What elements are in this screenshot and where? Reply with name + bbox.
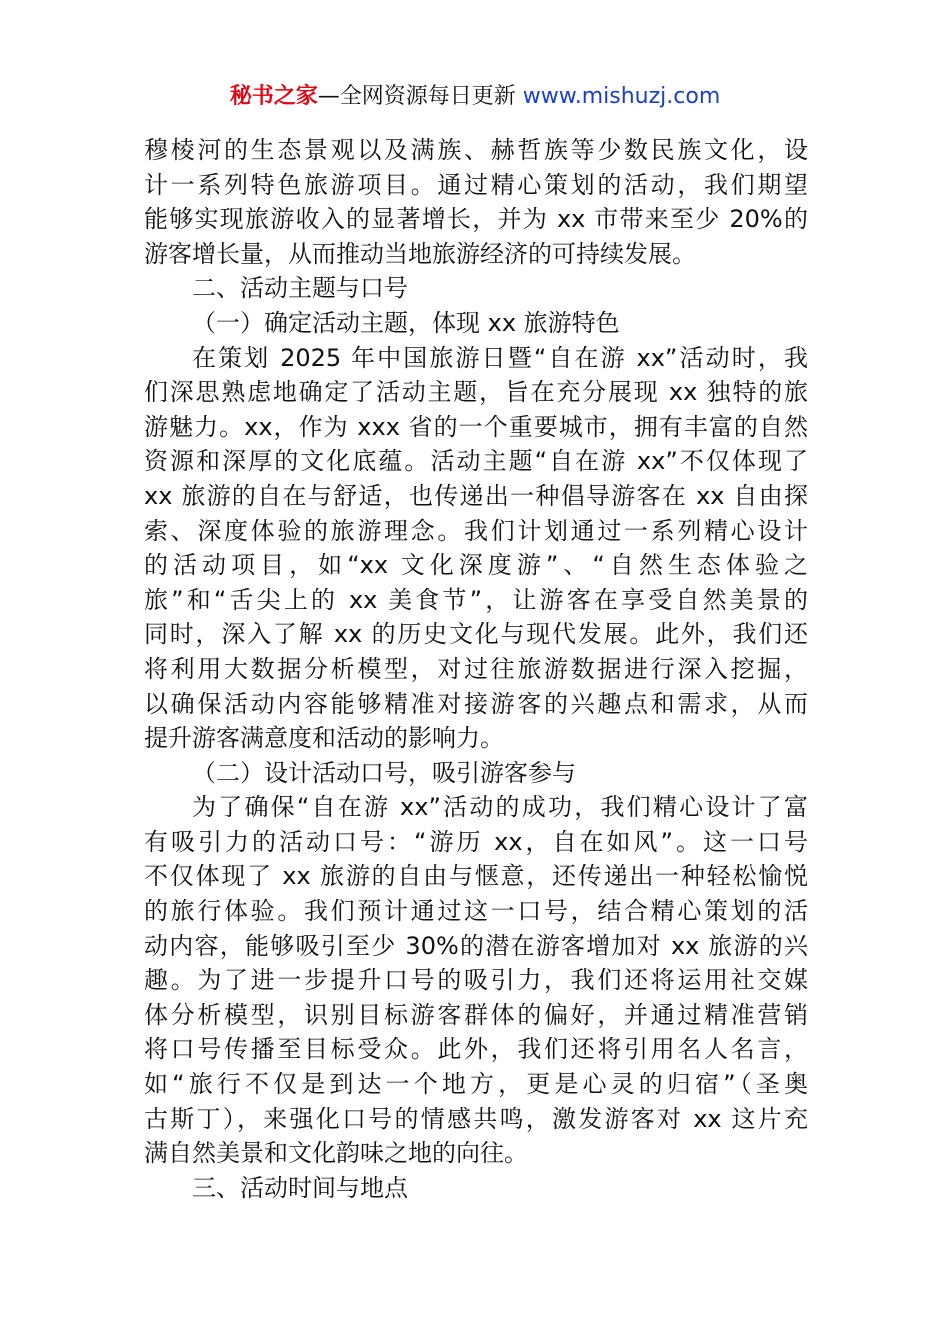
paragraph-line: xx 旅游的自在与舒适，也传递出一种倡导游客在 xx 自由探 — [144, 481, 808, 510]
paragraph-line: 为了确保“自在游 xx”活动的成功，我们精心设计了富 — [192, 793, 808, 822]
paragraph-line: 穆棱河的生态景观以及满族、赫哲族等少数民族文化，设 — [144, 136, 808, 164]
paragraph-line: 计一系列特色旅游项目。通过精心策划的活动，我们期望 — [144, 170, 808, 199]
paragraph-line: 趣。为了进一步提升口号的吸引力，我们还将运用社交媒 — [144, 966, 808, 995]
paragraph-line: 旅”和“舌尖上的 xx 美食节”，让游客在享受自然美景的 — [144, 585, 808, 614]
paragraph-line: 以确保活动内容能够精准对接游客的兴趣点和需求，从而 — [144, 689, 808, 718]
subsection-heading-2-2: （二）设计活动口号，吸引游客参与 — [192, 758, 576, 787]
site-header — [0, 80, 950, 114]
paragraph-line: 动内容，能够吸引至少 30%的潜在游客增加对 xx 旅游的兴 — [144, 931, 808, 960]
site-url-link[interactable]: www.mishuzj.com — [522, 84, 721, 109]
paragraph-line: 游魅力。xx，作为 xxx 省的一个重要城市，拥有丰富的自然 — [144, 412, 808, 441]
paragraph-line: 资源和深厚的文化底蕴。活动主题“自在游 xx”不仅体现了 — [144, 447, 808, 476]
subsection-heading-2-1: （一）确定活动主题，体现 xx 旅游特色 — [192, 308, 620, 337]
brand-name: 秘书之家 — [229, 84, 318, 109]
paragraph-line: 满自然美景和文化韵味之地的向往。 — [144, 1139, 528, 1168]
paragraph-line: 将口号传播至目标受众。此外，我们还将引用名人名言， — [144, 1035, 808, 1064]
paragraph-line: 索、深度体验的旅游理念。我们计划通过一系列精心设计 — [144, 516, 808, 545]
paragraph-line: 有吸引力的活动口号：“游历 xx，自在如风”。这一口号 — [144, 827, 808, 856]
paragraph-line: 将利用大数据分析模型，对过往旅游数据进行深入挖掘， — [144, 654, 808, 683]
paragraph-line: 体分析模型，识别目标游客群体的偏好，并通过精准营销 — [144, 1000, 808, 1029]
paragraph-line: 如“旅行不仅是到达一个地方，更是心灵的归宿”（圣奥 — [144, 1070, 808, 1099]
paragraph-line: 游客增长量，从而推动当地旅游经济的可持续发展。 — [144, 239, 696, 268]
section-heading-3: 三、活动时间与地点 — [192, 1173, 408, 1202]
paragraph-line: 不仅体现了 xx 旅游的自由与惬意，还传递出一种轻松愉悦 — [144, 862, 808, 891]
paragraph-line: 的活动项目，如“xx 文化深度游”、“自然生态体验之 — [144, 551, 808, 580]
document-body — [144, 133, 808, 1205]
section-heading-2: 二、活动主题与口号 — [192, 274, 408, 303]
paragraph-line: 提升游客满意度和活动的影响力。 — [144, 724, 504, 753]
paragraph-line: 们深思熟虑地确定了活动主题，旨在充分展现 xx 独特的旅 — [144, 378, 808, 407]
paragraph-line: 古斯丁），来强化口号的情感共鸣，激发游客对 xx 这片充 — [144, 1104, 808, 1133]
paragraph-line: 同时，深入了解 xx 的历史文化与现代发展。此外，我们还 — [144, 620, 808, 649]
header-tagline: —全网资源每日更新 — [317, 84, 523, 109]
paragraph-line: 的旅行体验。我们预计通过这一口号，结合精心策划的活 — [144, 897, 808, 926]
paragraph-line: 在策划 2025 年中国旅游日暨“自在游 xx”活动时，我 — [192, 343, 808, 372]
paragraph-line: 能够实现旅游收入的显著增长，并为 xx 市带来至少 20%的 — [144, 205, 808, 234]
